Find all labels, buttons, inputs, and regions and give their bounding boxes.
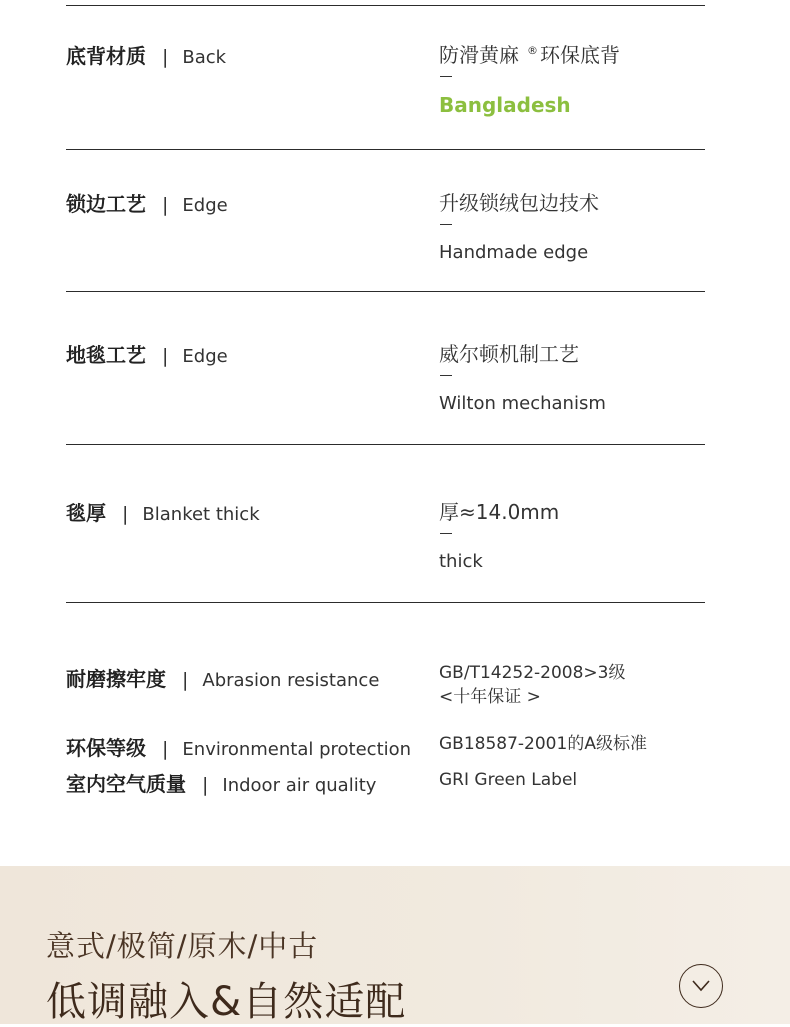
chevron-down-icon	[691, 979, 711, 993]
value-zh-part1: 防滑黄麻	[439, 43, 519, 67]
separator: |	[162, 345, 169, 367]
divider	[66, 602, 705, 603]
spec-label-abrasion	[66, 663, 379, 692]
dash-divider	[440, 224, 452, 225]
value-en: Wilton mechanism	[439, 393, 606, 414]
label-zh: 毯厚	[66, 501, 106, 525]
label-en: Abrasion resistance	[202, 670, 380, 691]
spec-value-air-quality	[439, 768, 577, 792]
dash-divider	[440, 533, 452, 534]
dash-divider	[440, 375, 452, 376]
style-banner	[0, 866, 790, 1024]
spec-label-thickness	[66, 497, 260, 526]
value-line: GB18587-2001的A级标准	[439, 734, 647, 754]
label-zh: 室内空气质量	[66, 772, 186, 796]
divider	[66, 149, 705, 150]
value-zh: 厚≈14.0mm	[439, 500, 560, 524]
value-en: thick	[439, 551, 483, 572]
banner-title: 低调融入&自然适配	[46, 979, 407, 1025]
spec-value-environment	[439, 732, 647, 756]
label-en: Environmental protection	[182, 739, 412, 760]
divider	[66, 5, 705, 6]
divider	[66, 444, 705, 445]
label-zh: 耐磨擦牢度	[66, 667, 166, 691]
spec-value-back	[439, 39, 620, 117]
label-zh: 环保等级	[66, 736, 146, 760]
value-en: Handmade edge	[439, 242, 589, 263]
spec-label-back	[66, 40, 226, 69]
label-zh: 锁边工艺	[66, 192, 146, 216]
label-zh: 地毯工艺	[66, 343, 146, 367]
value-line: GRI Green Label	[439, 770, 578, 790]
value-zh: 威尔顿机制工艺	[439, 342, 579, 366]
value-zh-part2: 环保底背	[540, 43, 620, 67]
separator: |	[182, 669, 189, 691]
separator: |	[122, 503, 129, 525]
banner-subtitle: 意式/极简/原木/中古	[46, 929, 319, 963]
spec-label-craft	[66, 339, 228, 368]
value-zh	[439, 39, 620, 68]
spec-value-edge	[439, 187, 599, 263]
spec-label-environment	[66, 732, 411, 761]
divider	[66, 291, 705, 292]
label-en: Indoor air quality	[222, 775, 377, 796]
separator: |	[162, 738, 169, 760]
label-en: Blanket thick	[142, 504, 260, 525]
separator: |	[202, 774, 209, 796]
label-en: Edge	[182, 195, 228, 216]
spec-value-abrasion	[439, 661, 626, 709]
value-zh: 升级锁绒包边技术	[439, 191, 599, 215]
label-en: Back	[182, 47, 227, 68]
separator: |	[162, 46, 169, 68]
spec-label-air-quality	[66, 768, 376, 797]
spec-value-craft	[439, 338, 606, 414]
spec-label-edge	[66, 188, 228, 217]
value-en: Bangladesh	[439, 93, 571, 117]
separator: |	[162, 194, 169, 216]
dash-divider	[440, 76, 452, 77]
value-line: <十年保证 >	[439, 687, 541, 707]
value-line: GB/T14252-2008>3级	[439, 663, 626, 683]
registered-mark: ®	[527, 44, 538, 58]
label-zh: 底背材质	[66, 44, 146, 68]
chevron-down-circle-icon[interactable]	[679, 964, 723, 1008]
label-en: Edge	[182, 346, 228, 367]
spec-value-thickness	[439, 496, 559, 572]
